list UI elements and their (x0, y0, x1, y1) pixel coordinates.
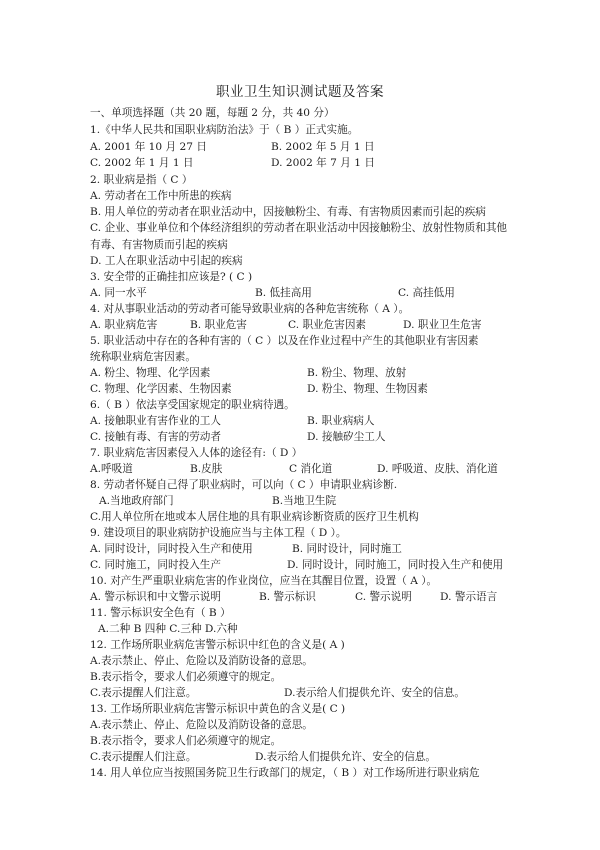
question-9-option-c: C. 同时施工，同时投入生产 (90, 559, 221, 571)
question-13-option-d: D.表示给人们提供允许、安全的信息。 (255, 751, 436, 763)
question-3-option-b: B. 低挂高用 (255, 287, 312, 299)
question-5-option-b: B. 粉尘、物理、放射 (307, 367, 407, 379)
question-8-option-c: C.用人单位所在地或本人居住地的具有职业病诊断资质的医疗卫生机构 (90, 511, 419, 523)
question-11-stem: 11. 警示标识安全色有（ B ） (90, 607, 231, 619)
question-1-stem: 1.《中华人民共和国职业病防治法》于（ B ）正式实施。 (90, 124, 359, 136)
question-12-option-a: A.表示禁止、停止、危险以及消防设备的意思。 (90, 655, 313, 667)
question-13-stem: 13. 工作场所职业病危害警示标识中黄色的含义是( C ) (90, 703, 346, 715)
question-3-stem: 3. 安全带的正确挂扣应该是? ( C ) (90, 271, 253, 283)
question-1-option-a: A. 2001 年 10 月 27 日 (90, 141, 207, 153)
question-8-option-b: B.当地卫生院 (272, 495, 337, 507)
question-7-stem: 7. 职业病危害因素侵入人体的途径有:（ D ） (90, 447, 303, 459)
question-9-option-b: B. 同时设计，同时施工 (292, 543, 402, 555)
question-1-option-d: D. 2002 年 7 月 1 日 (271, 157, 375, 169)
question-5-stem-cont: 统称职业病危害因素。 (90, 351, 196, 363)
question-5-option-a: A. 粉尘、物理、化学因素 (90, 367, 211, 379)
question-4-option-b: B. 职业危害 (190, 319, 247, 331)
question-7-option-d: D. 呼吸道、皮肤、消化道 (377, 463, 498, 475)
question-5-option-d: D. 粉尘、物理、生物因素 (307, 383, 428, 395)
question-10-option-d: D. 警示语言 (440, 591, 498, 603)
question-4-option-c: C. 职业危害因素 (288, 319, 367, 331)
question-13-option-c: C.表示提醒人们注意。 (90, 751, 197, 763)
question-7-option-a: A.呼吸道 (90, 463, 133, 475)
question-3-option-a: A. 同一水平 (90, 287, 147, 299)
page-title: 职业卫生知识测试题及答案 (216, 84, 384, 100)
question-12-option-d: D.表示给人们提供允许、安全的信息。 (284, 687, 465, 699)
question-6-option-b: B. 职业病病人 (307, 415, 375, 427)
question-12-option-b: B.表示指令，要求人们必须遵守的规定。 (90, 671, 282, 683)
question-2-stem: 2. 职业病是指（ C ） (90, 174, 193, 186)
question-5-option-c: C. 物理、化学因素、生物因素 (90, 383, 232, 395)
question-2-option-c-cont: 有毒、有害物质而引起的疾病 (90, 239, 228, 251)
question-6-option-d: D. 接触矽尘工人 (307, 431, 386, 443)
question-1-option-c: C. 2002 年 1 月 1 日 (90, 157, 194, 169)
question-6-stem: 6.（ B ）依法享受国家规定的职业病待遇。 (90, 399, 295, 411)
question-10-option-c: C. 警示说明 (355, 591, 412, 603)
question-8-stem: 8. 劳动者怀疑自己得了职业病时，可以向（ C ）申请职业病诊断. (90, 479, 398, 491)
question-10-option-b: B. 警示标识 (259, 591, 316, 603)
question-4-stem: 4. 对从事职业活动的劳动者可能导致职业病的各种危害统称（ A ）。 (90, 303, 410, 315)
question-13-option-a: A.表示禁止、停止、危险以及消防设备的意思。 (90, 719, 313, 731)
question-5-stem: 5. 职业活动中存在的各种有害的（ C ）以及在作业过程中产生的其他职业有害因素 (90, 335, 479, 347)
question-12-option-c: C.表示提醒人们注意。 (90, 687, 197, 699)
question-2-option-a: A. 劳动者在工作中所患的疾病 (90, 190, 232, 202)
question-14-stem: 14. 用人单位应当按照国务院卫生行政部门的规定，（ B ）对工作场所进行职业病危 (90, 767, 480, 779)
question-7-option-b: B.皮肤 (190, 463, 223, 475)
question-3-option-c: C. 高挂低用 (398, 287, 455, 299)
question-2-option-c: C. 企业、事业单位和个体经济组织的劳动者在职业活动中因接触粉尘、放射性物质和其他 (90, 222, 508, 234)
question-10-stem: 10. 对产生严重职业病危害的作业岗位，应当在其醒目位置，设置（ A ）。 (90, 575, 438, 587)
section-heading: 一、单项选择题（共 20 题，每题 2 分，共 40 分） (90, 107, 335, 119)
question-6-option-a: A. 接触职业有害作业的工人 (90, 415, 221, 427)
question-12-stem: 12. 工作场所职业病危害警示标识中红色的含义是( A ) (90, 639, 345, 651)
question-11-options: A.二种 B 四种 C.三种 D.六种 (98, 623, 238, 635)
question-4-option-d: D. 职业卫生危害 (403, 319, 482, 331)
question-13-option-b: B.表示指令，要求人们必须遵守的规定。 (90, 735, 282, 747)
question-9-option-d: D. 同时设计，同时施工，同时投入生产和使用 (287, 559, 504, 571)
question-10-option-a: A. 警示标识和中文警示说明 (90, 591, 221, 603)
question-4-option-a: A. 职业病危害 (90, 319, 158, 331)
question-9-option-a: A. 同时设计，同时投入生产和使用 (90, 543, 253, 555)
question-9-stem: 9. 建设项目的职业病防护设施应当与主体工程（ D ）。 (90, 527, 347, 539)
question-2-option-d: D. 工人在职业活动中引起的疾病 (90, 255, 243, 267)
question-2-option-b: B. 用人单位的劳动者在职业活动中，因接触粉尘、有毒、有害物质因素而引起的疾病 (90, 206, 486, 218)
question-1-option-b: B. 2002 年 5 月 1 日 (271, 141, 375, 153)
question-6-option-c: C. 接触有毒、有害的劳动者 (90, 431, 221, 443)
question-8-option-a: A.当地政府部门 (99, 495, 174, 507)
question-7-option-c: C 消化道 (289, 463, 333, 475)
